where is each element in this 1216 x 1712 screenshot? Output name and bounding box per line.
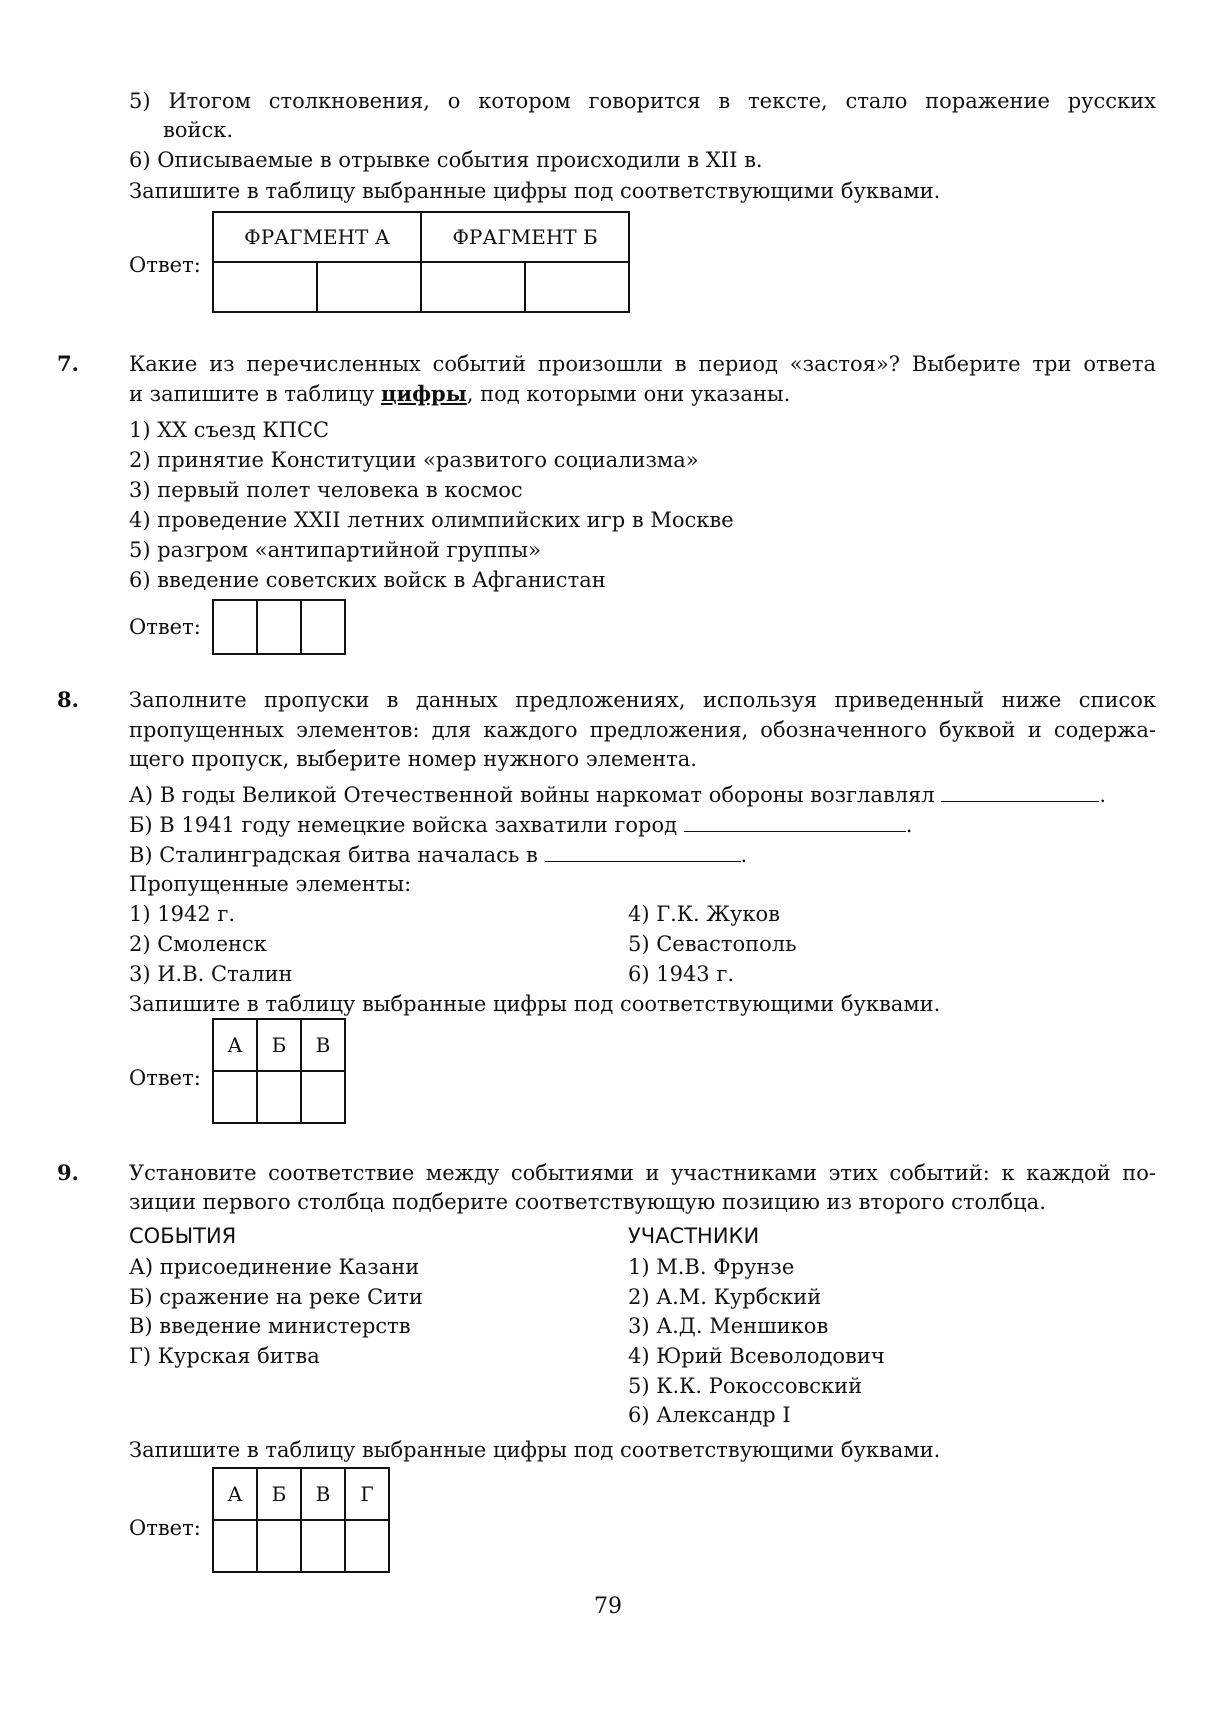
q9-participant: 1) М.В. Фрунзе (628, 1255, 795, 1279)
q7-option: 1) XX съезд КПСС (129, 418, 330, 442)
q7-emphasis: цифры (381, 381, 467, 406)
answer-cell[interactable] (301, 600, 345, 654)
q6-option-5-line1: 5) Итогом столкновения, о котором говорится в тексте, стало поражение русских (129, 89, 1156, 113)
q8-element: 3) И.В. Сталин (129, 962, 293, 986)
answer-cell[interactable] (345, 1520, 389, 1572)
q8-number: 8. (57, 687, 79, 712)
answer-cell[interactable] (213, 600, 257, 654)
q6-option-6: 6) Описываемые в отрывке события происходили в XII в. (129, 148, 763, 172)
q7-number: 7. (57, 351, 79, 376)
q7-option: 6) введение советских войск в Афганистан (129, 568, 606, 592)
blank-a[interactable] (941, 783, 1099, 802)
q7-answer-table (212, 599, 346, 655)
q9-event: В) введение министерств (129, 1314, 411, 1338)
q9-prompt-line1: Установите соответствие между событиями и участниками этих событий: к каждой по- (129, 1161, 1156, 1185)
column-header-a: А (213, 1019, 257, 1071)
q8-element: 2) Смоленск (129, 932, 267, 956)
q8-element: 1) 1942 г. (129, 902, 236, 926)
q9-number: 9. (57, 1160, 79, 1185)
q6-option-5-line2: войск. (163, 118, 234, 142)
q8-missing-title: Пропущенные элементы: (129, 872, 412, 896)
q6-instruction: Запишите в таблицу выбранные цифры под соответствующими буквами. (129, 179, 941, 203)
q9-prompt-line2: зиции первого столбца подберите соответствующую позицию из второго столбца. (129, 1190, 1046, 1214)
q7-option: 2) принятие Конституции «развитого социализма» (129, 448, 699, 472)
answer-cell[interactable] (301, 1520, 345, 1572)
page-number: 79 (594, 1594, 622, 1619)
q9-instruction: Запишите в таблицу выбранные цифры под соответствующими буквами. (129, 1438, 941, 1462)
q9-event: Г) Курская битва (129, 1344, 320, 1368)
column-header-b: Б (257, 1019, 301, 1071)
q7-option: 5) разгром «антипартийной группы» (129, 538, 541, 562)
answer-cell[interactable] (525, 262, 629, 312)
q9-event: Б) сражение на реке Сити (129, 1285, 423, 1309)
q9-participant: 6) Александр I (628, 1403, 791, 1427)
q9-answer-label: Ответ: (129, 1516, 201, 1540)
q8-element: 6) 1943 г. (628, 962, 735, 986)
column-header-a: А (213, 1468, 257, 1520)
q8-answer-label: Ответ: (129, 1066, 201, 1090)
q6-answer-table (212, 211, 630, 313)
q9-participant: 3) А.Д. Меншиков (628, 1314, 829, 1338)
column-header-v: В (301, 1468, 345, 1520)
q8-element: 5) Севастополь (628, 932, 797, 956)
q8-sentence-c: В) Сталинградская битва началась в . (129, 843, 748, 867)
q7-option: 4) проведение XXII летних олимпийских игр в Москве (129, 508, 734, 532)
q8-answer-table (212, 1018, 346, 1124)
q9-participants-title: УЧАСТНИКИ (628, 1224, 760, 1248)
blank-c[interactable] (545, 843, 741, 862)
answer-cell[interactable] (257, 1520, 301, 1572)
blank-b[interactable] (684, 813, 906, 832)
answer-cell[interactable] (257, 600, 301, 654)
fragment-b-header: ФРАГМЕНТ Б (421, 212, 629, 262)
answer-cell[interactable] (257, 1071, 301, 1123)
answer-cell[interactable] (213, 262, 317, 312)
answer-cell[interactable] (213, 1520, 257, 1572)
q7-prompt-line1: Какие из перечисленных событий произошли в период «застоя»? Выберите три ответа (129, 352, 1156, 376)
q8-instruction: Запишите в таблицу выбранные цифры под соответствующими буквами. (129, 992, 941, 1016)
column-header-v: В (301, 1019, 345, 1071)
q8-sentence-b: Б) В 1941 году немецкие войска захватили город . (129, 813, 913, 837)
q7-prompt-line2: и запишите в таблицу цифры, под которыми они указаны. (129, 381, 791, 406)
q9-participant: 5) К.К. Рокоссовский (628, 1374, 863, 1398)
q7-option: 3) первый полет человека в космос (129, 478, 523, 502)
q9-events-title: СОБЫТИЯ (129, 1224, 237, 1248)
column-header-g: Г (345, 1468, 389, 1520)
fragment-a-header: ФРАГМЕНТ А (213, 212, 421, 262)
column-header-b: Б (257, 1468, 301, 1520)
answer-cell[interactable] (421, 262, 525, 312)
q6-answer-label: Ответ: (129, 253, 201, 277)
q8-prompt-line3: щего пропуск, выберите номер нужного элемента. (129, 747, 697, 771)
q9-participant: 4) Юрий Всеволодович (628, 1344, 885, 1368)
q9-event: А) присоединение Казани (129, 1255, 420, 1279)
q8-element: 4) Г.К. Жуков (628, 902, 780, 926)
q8-prompt-line1: Заполните пропуски в данных предложениях, используя приведенный ниже список (129, 688, 1156, 712)
q8-prompt-line2: пропущенных элементов: для каждого предложения, обозначенного буквой и содержа- (129, 718, 1156, 742)
q8-sentence-a: А) В годы Великой Отечественной войны наркомат обороны возглавлял . (129, 783, 1107, 807)
q7-answer-label: Ответ: (129, 615, 201, 639)
answer-cell[interactable] (213, 1071, 257, 1123)
answer-cell[interactable] (301, 1071, 345, 1123)
q9-answer-table (212, 1467, 390, 1573)
answer-cell[interactable] (317, 262, 421, 312)
q9-participant: 2) А.М. Курбский (628, 1285, 822, 1309)
